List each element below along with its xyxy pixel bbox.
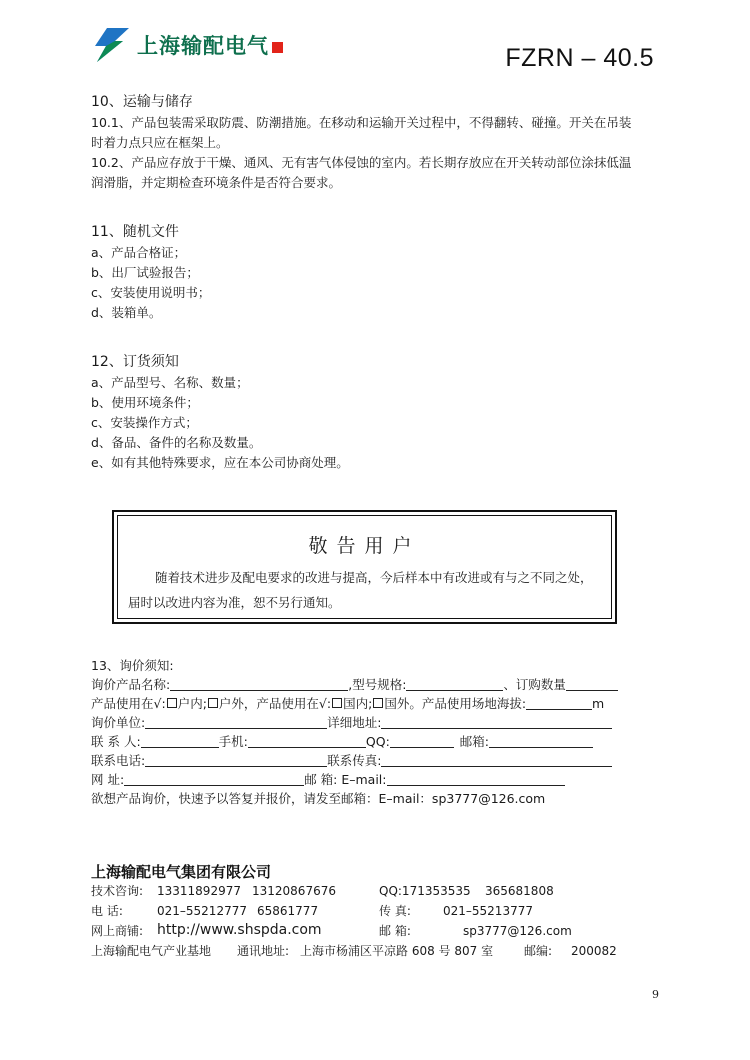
product-name-field[interactable] — [170, 677, 348, 691]
section-12-item: a、产品型号、名称、数量； — [91, 375, 249, 390]
altitude-field[interactable] — [526, 696, 592, 710]
shop-label: 网上商铺: — [91, 924, 144, 938]
model-spec-label: ,型号规格: — [348, 677, 407, 692]
company-zip: 200082 — [571, 944, 617, 958]
phone-label: 联系电话: — [91, 753, 146, 768]
page-number: 9 — [652, 988, 659, 1001]
form-title: 13、询价须知: — [91, 658, 174, 673]
model-number: FZRN – 40.5 — [505, 44, 654, 72]
order-qty-label: 、订购数量 — [503, 677, 566, 692]
mailbox-field[interactable] — [489, 734, 593, 748]
form-row-usage — [91, 694, 604, 713]
notice-title: 敬告用户 — [308, 535, 421, 557]
shop-url-link[interactable]: http://www.shspda.com — [157, 922, 322, 938]
company-name: 上海输配电气集团有限公司 — [91, 863, 272, 881]
company-tel-2: 65861777 — [257, 904, 319, 918]
logo-red-square — [272, 42, 283, 53]
qq-label: QQ: — [365, 734, 390, 749]
email-field[interactable] — [387, 772, 565, 786]
website-field[interactable] — [124, 772, 304, 786]
form-row-phone — [91, 751, 612, 770]
address-label: 详细地址: — [327, 715, 382, 730]
domestic-checkbox[interactable] — [332, 698, 342, 708]
zip-label: 邮编: — [524, 944, 553, 958]
section-12-item: e、如有其他特殊要求，应在本公司协商处理。 — [91, 455, 349, 470]
contact-field[interactable] — [141, 734, 219, 748]
section-12-item: c、安装操作方式； — [91, 415, 198, 430]
form-row-unit — [91, 713, 612, 732]
company-contact-block — [91, 882, 651, 962]
fax-label: 联系传真: — [327, 753, 382, 768]
section-10-title: 10、运输与储存 — [91, 94, 193, 110]
mailbox-label: 邮箱: — [459, 734, 489, 749]
tel-label: 电 话: — [91, 904, 123, 918]
section-11-title: 11、随机文件 — [91, 224, 179, 240]
tech-phone-1: 13311892977 — [157, 884, 241, 898]
mobile-field[interactable] — [248, 734, 366, 748]
section-12-item: b、使用环境条件； — [91, 395, 199, 410]
order-qty-field[interactable] — [566, 677, 618, 691]
indoor-checkbox[interactable] — [167, 698, 177, 708]
form-row-web — [91, 770, 565, 789]
form-row-product — [91, 675, 618, 694]
address-company-label: 通讯地址: — [237, 944, 290, 958]
phone-field[interactable] — [145, 753, 327, 767]
unit-m-label: m — [592, 696, 605, 711]
section-12-item: d、备品、备件的名称及数量。 — [91, 435, 262, 450]
domestic-label: 国内; — [343, 696, 373, 711]
inquiry-unit-field[interactable] — [145, 715, 327, 729]
section-11-item: a、产品合格证； — [91, 245, 187, 260]
qq-field[interactable] — [390, 734, 454, 748]
tech-label: 技术咨询: — [91, 884, 144, 898]
address-field[interactable] — [381, 715, 612, 729]
logo-text: 上海输配电气 — [137, 34, 269, 58]
company-address: 上海市杨浦区平凉路 608 号 807 室 — [300, 944, 494, 958]
section-11-item: b、出厂试验报告； — [91, 265, 199, 280]
website-label: 网 址: — [91, 772, 125, 787]
product-name-label: 询价产品名称: — [91, 677, 171, 692]
section-10-p2-line1: 10.2、产品应存放于干燥、通风、无有害气体侵蚀的室内。若长期存放应在开关转动部位涂抹低温 — [91, 155, 632, 170]
company-qq-2: 365681808 — [485, 884, 554, 898]
section-10-p2-line2: 润滑脂，并定期检查环境条件是否符合要求。 — [91, 175, 342, 190]
contact-label: 联 系 人: — [91, 734, 141, 749]
notice-box — [112, 510, 617, 624]
section-10-p1-line2: 时着力点只应在框架上。 — [91, 135, 229, 150]
brand-logo — [93, 28, 283, 62]
abroad-checkbox[interactable] — [373, 698, 383, 708]
indoor-label: 户内; — [177, 696, 207, 711]
fax-company-label: 传 真: — [379, 904, 411, 918]
use-in-label: 产品使用在√: — [91, 696, 166, 711]
notice-body: 随着技术进步及配电要求的改进与提高，今后样本中有改进或有与之不同之处，届时以改进内容为准，恕不另行通知。 — [128, 570, 593, 610]
outdoor-label: 户外，产品使用在√: — [218, 696, 332, 711]
tech-phone-2: 13120867676 — [252, 884, 336, 898]
company-qq: QQ:171353535 — [379, 884, 471, 898]
notice-inner-frame — [117, 515, 612, 619]
section-10-p1-line1: 10.1、产品包装需采取防震、防潮措施。在移动和运输开关过程中，不得翻转、碰撞。开关在吊装 — [91, 115, 632, 130]
form-row-contact — [91, 732, 593, 751]
company-tel: 021–55212777 — [157, 904, 247, 918]
outdoor-checkbox[interactable] — [208, 698, 218, 708]
email-label: 邮 箱: E–mail: — [304, 772, 387, 787]
section-11-item: d、装箱单。 — [91, 305, 162, 320]
section-11-item: c、安装使用说明书； — [91, 285, 211, 300]
industry-base: 上海输配电气产业基地 — [91, 944, 212, 958]
inquiry-unit-label: 询价单位: — [91, 715, 146, 730]
section-12-title: 12、订货须知 — [91, 354, 179, 370]
mobile-label: 手机: — [218, 734, 248, 749]
inquiry-form — [91, 656, 651, 806]
fax-field[interactable] — [381, 753, 612, 767]
form-closing: 欲想产品询价，快速予以答复并报价，请发至邮箱：E–mail：sp3777@126.com — [91, 791, 546, 806]
company-fax: 021–55213777 — [443, 904, 533, 918]
company-email-link[interactable]: sp3777@126.com — [463, 924, 572, 938]
lightning-logo-icon — [93, 28, 133, 62]
mail-company-label: 邮 箱: — [379, 924, 411, 938]
abroad-altitude-label: 国外。产品使用场地海拔: — [384, 696, 527, 711]
model-spec-field[interactable] — [406, 677, 503, 691]
